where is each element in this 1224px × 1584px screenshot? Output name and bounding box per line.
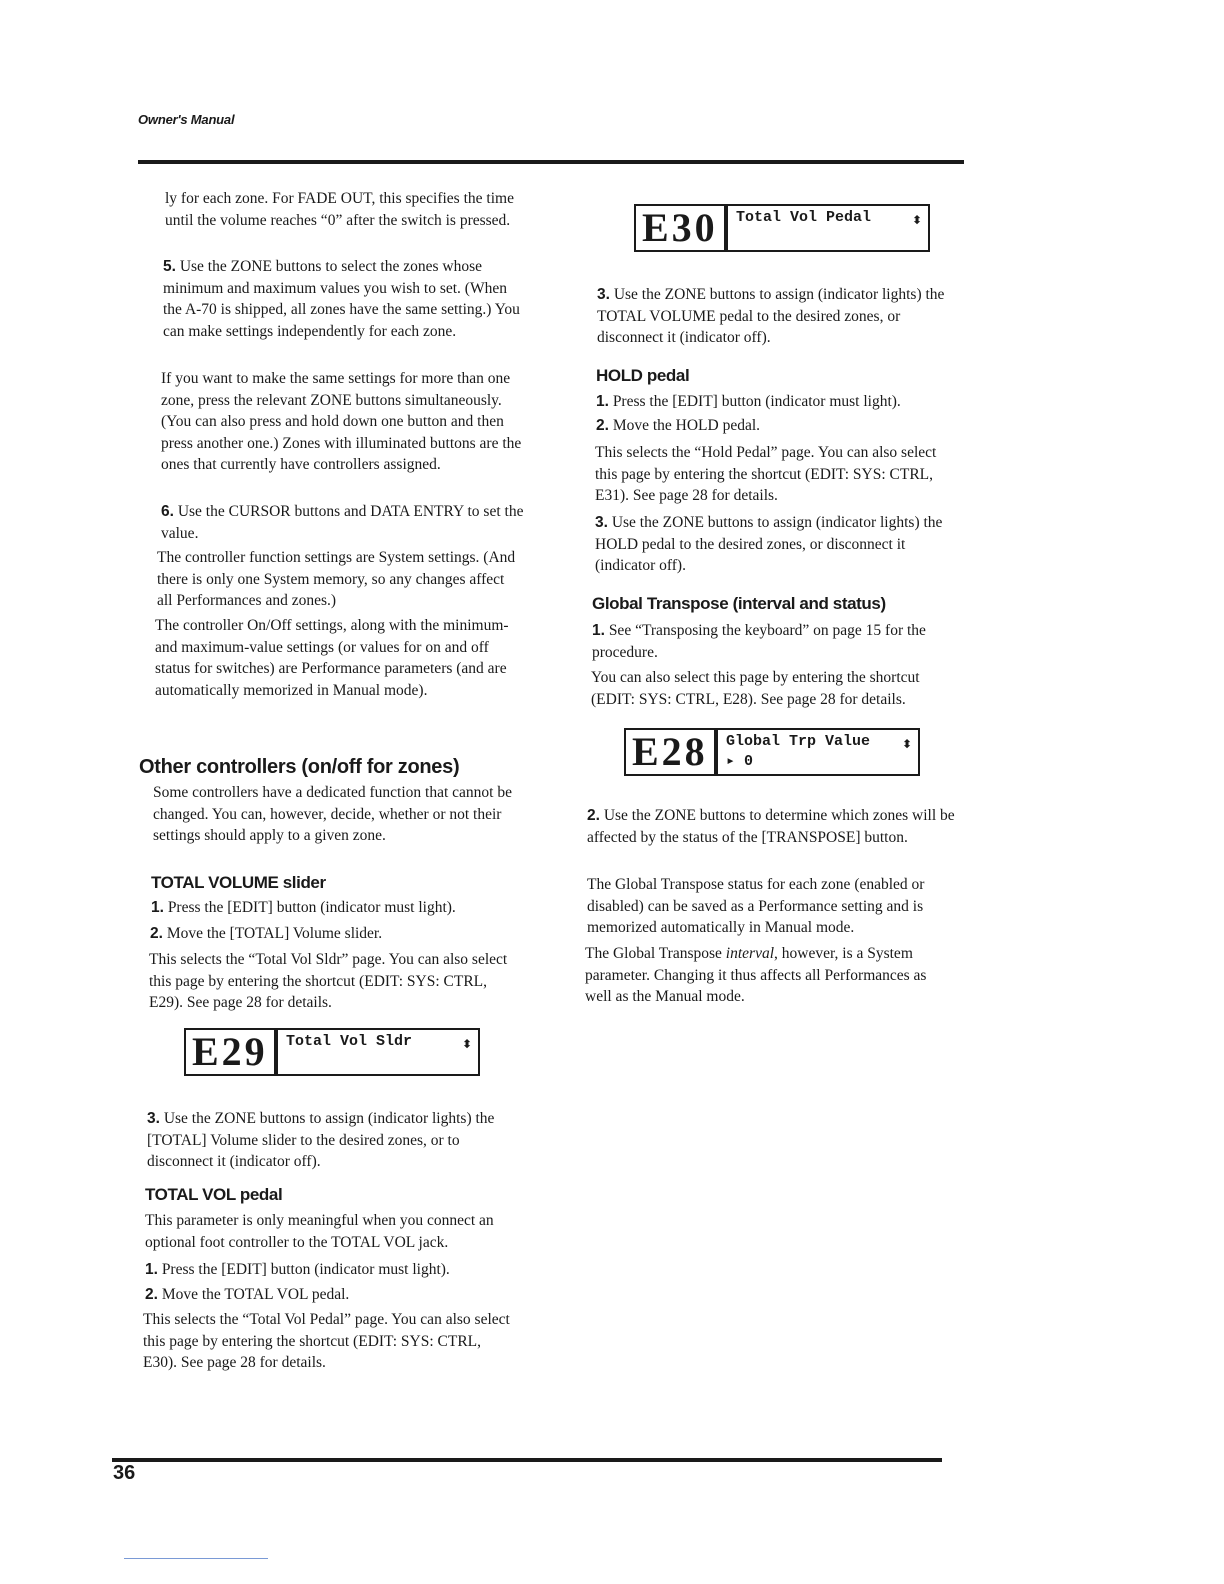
step-text: Press the [EDIT] button (indicator must light). <box>161 1261 450 1278</box>
step-text: Use the ZONE buttons to select the zones whose minimum and maximum values you wish to set. (When the A-70 is shipped, all zones have the same setting.) You can make settings independently for each zone. <box>163 258 520 340</box>
step-text: Use the CURSOR buttons and DATA ENTRY to set the value. <box>161 503 524 542</box>
step-text: Move the TOTAL VOL pedal. <box>161 1286 350 1303</box>
gt-step-1 <box>592 620 958 663</box>
hold-step-1 <box>596 391 960 413</box>
step-number: 1. <box>596 393 609 410</box>
lcd-display-e29 <box>184 1028 480 1084</box>
running-header: Owner's Manual <box>138 112 235 127</box>
lcd-line-1: Total Vol Sldr <box>286 1033 413 1050</box>
lcd-screen <box>276 1028 480 1076</box>
step-6 <box>161 501 525 544</box>
paragraph-total-vol-sldr: This selects the “Total Vol Sldr” page. You can also select this page by entering the shortcut (EDIT: SYS: CTRL, E29). See page 28 for details. <box>149 951 508 1011</box>
lcd-screen <box>716 728 920 776</box>
tvs-step-3 <box>147 1108 519 1173</box>
up-down-arrow-icon: ⬍ <box>461 1037 472 1051</box>
step-number: 1. <box>151 899 164 916</box>
step-number: 3. <box>147 1110 160 1127</box>
paragraph-gt-status: The Global Transpose status for each zone (enabled or disabled) can be saved as a Performance setting and is memorized automatically in Manual mode. <box>587 876 925 936</box>
paragraph-foot-controller: This parameter is only meaningful when you connect an optional foot controller to the TOTAL VOL jack. <box>145 1212 494 1251</box>
step-text: Use the ZONE buttons to determine which zones will be affected by the status of the [TRANSPOSE] button. <box>587 807 955 846</box>
subheading-hold-pedal: HOLD pedal <box>596 366 690 385</box>
step-5 <box>163 256 525 342</box>
step-text: Use the ZONE buttons to assign (indicator lights) the TOTAL VOLUME pedal to the desired zones, or disconnect it (indicator off). <box>597 286 945 346</box>
lcd-display-e30 <box>634 204 930 260</box>
footer-rule <box>112 1458 942 1462</box>
paragraph-dedicated-function: Some controllers have a dedicated function that cannot be changed. You can, however, decide, whether or not their settings should apply to a given zone. <box>153 784 512 844</box>
step-number: 6. <box>161 503 174 520</box>
lcd-display-e28 <box>624 728 920 784</box>
subheading-total-vol-pedal: TOTAL VOL pedal <box>145 1185 283 1204</box>
hold-step-2 <box>596 415 960 437</box>
page-number: 36 <box>113 1462 136 1484</box>
text-run: The Global Transpose <box>585 945 726 962</box>
section-heading-other-controllers: Other controllers (on/off for zones) <box>139 756 460 778</box>
step-text: Press the [EDIT] button (indicator must light). <box>612 393 901 410</box>
step-number: 2. <box>150 925 163 942</box>
step-text: Move the [TOTAL] Volume slider. <box>166 925 383 942</box>
paragraph-system-settings: The controller function settings are System settings. (And there is only one System memory, so any changes affect all Performances and zones.) <box>157 549 516 609</box>
tvp-step-2 <box>145 1284 517 1306</box>
hold-step-3 <box>595 512 959 577</box>
paragraph-hold-pedal: This selects the “Hold Pedal” page. You can also select this page by entering the shortcut (EDIT: SYS: CTRL, E31). See page 28 for details. <box>595 444 937 504</box>
paragraph-total-vol-pedal: This selects the “Total Vol Pedal” page. You can also select this page by entering the shortcut (EDIT: SYS: CTRL, E30). See page 28 for details. <box>143 1311 510 1371</box>
step-number: 3. <box>597 286 610 303</box>
lcd-page-code: E30 <box>634 204 726 252</box>
up-down-arrow-icon: ⬍ <box>911 213 922 227</box>
step-number: 3. <box>595 514 608 531</box>
tvs-step-1 <box>151 897 521 919</box>
scan-edge-line <box>124 1558 268 1559</box>
tvp-step-3 <box>597 284 959 349</box>
emphasis: interval <box>725 945 775 962</box>
up-down-arrow-icon: ⬍ <box>901 737 912 751</box>
paragraph-performance-params: The controller On/Off settings, along with the minimum- and maximum-value settings (or values for on and off status for switches) are Performance parameters (and are automatically memorized in Manual mode). <box>155 617 509 699</box>
lcd-line-2: ▸ 0 <box>726 753 754 770</box>
header-rule <box>138 160 964 164</box>
step-text: Move the HOLD pedal. <box>612 417 761 434</box>
paragraph-gt-shortcut: You can also select this page by entering the shortcut (EDIT: SYS: CTRL, E28). See page 28 for details. <box>591 669 920 708</box>
lcd-line-1: Total Vol Pedal <box>736 209 872 226</box>
step-number: 1. <box>145 1261 158 1278</box>
step-number: 5. <box>163 258 176 275</box>
step-text: Use the ZONE buttons to assign (indicator lights) the [TOTAL] Volume slider to the desired zones, or to disconnect it (indicator off). <box>147 1110 495 1170</box>
lcd-page-code: E28 <box>624 728 716 776</box>
step-text: Use the ZONE buttons to assign (indicator lights) the HOLD pedal to the desired zones, or disconnect it (indicator off). <box>595 514 943 574</box>
lcd-screen <box>726 204 930 252</box>
subheading-global-transpose: Global Transpose (interval and status) <box>592 594 886 613</box>
gt-step-2 <box>587 805 957 848</box>
step-text: See “Transposing the keyboard” on page 15 for the procedure. <box>592 622 926 661</box>
paragraph-multi-zone: If you want to make the same settings for more than one zone, press the relevant ZONE buttons simultaneously. (You can also press and hold down one button and then press another one.) Zones with illuminated buttons are the ones that currently have controllers assigned. <box>161 370 522 473</box>
text-run: , however, is a System parameter. Changing it thus affects all Performances as well as the Manual mode. <box>585 945 927 1005</box>
tvp-step-1 <box>145 1259 517 1281</box>
step-number: 2. <box>145 1286 158 1303</box>
lcd-page-code: E29 <box>184 1028 276 1076</box>
paragraph-gt-interval <box>585 943 955 1008</box>
step-number: 2. <box>596 417 609 434</box>
paragraph-fade-out: ly for each zone. For FADE OUT, this specifies the time until the volume reaches “0” after the switch is pressed. <box>165 190 514 229</box>
lcd-line-1: Global Trp Value <box>726 733 871 750</box>
tvs-step-2 <box>150 923 520 945</box>
step-number: 2. <box>587 807 600 824</box>
subheading-total-volume-slider: TOTAL VOLUME slider <box>151 873 326 892</box>
step-text: Press the [EDIT] button (indicator must light). <box>167 899 456 916</box>
step-number: 1. <box>592 622 605 639</box>
